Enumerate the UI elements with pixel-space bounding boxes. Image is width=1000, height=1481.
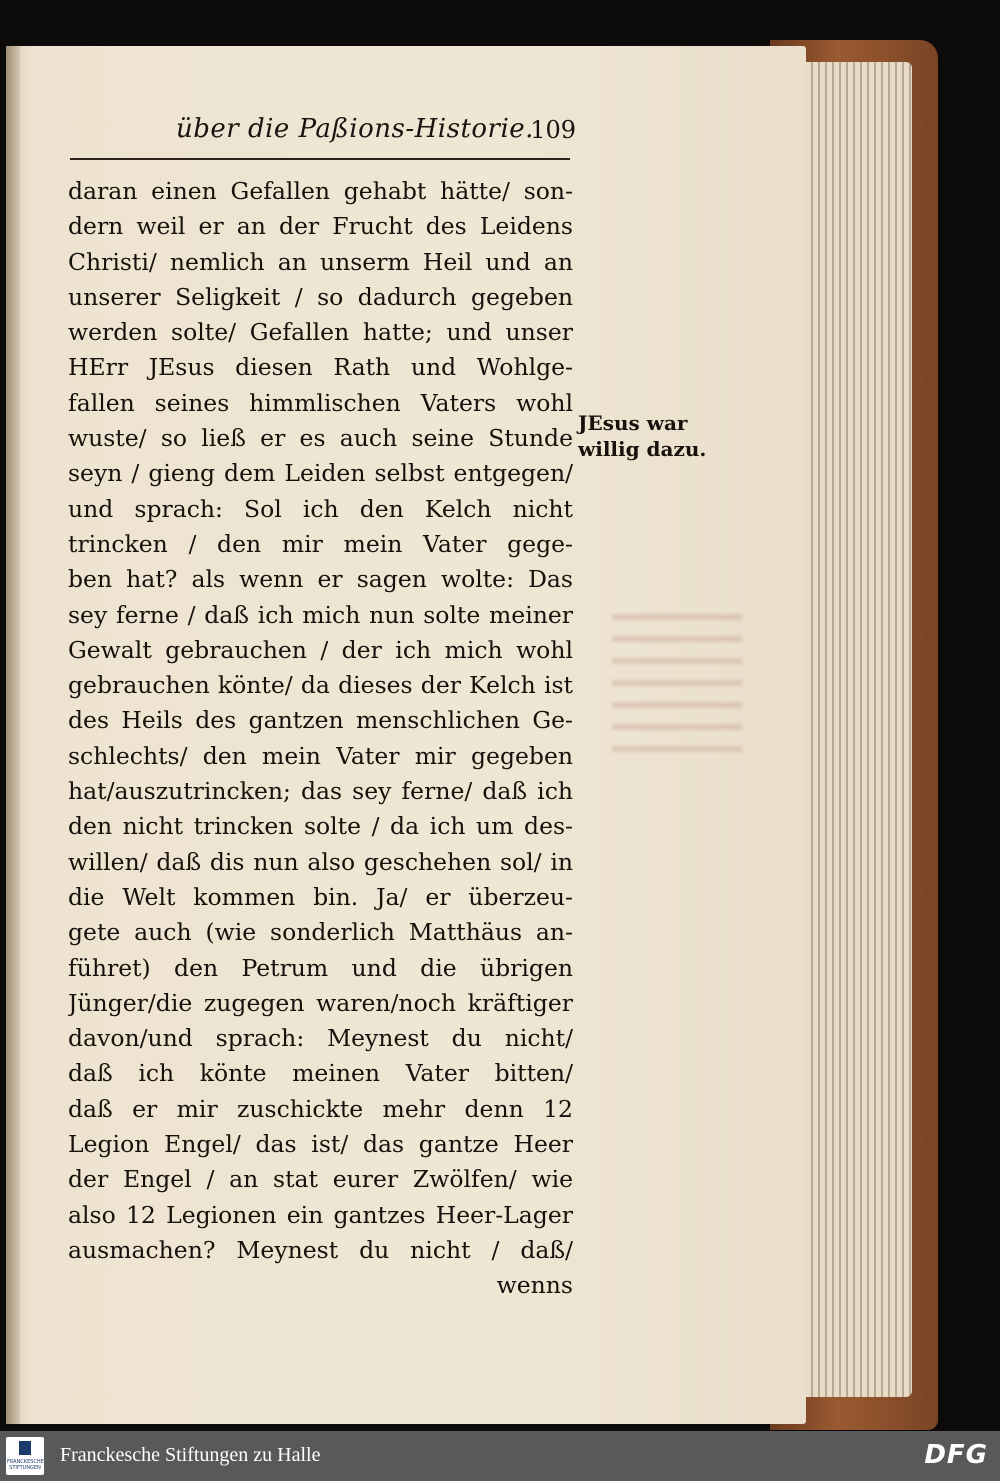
- institution-logo[interactable]: [6, 1437, 44, 1475]
- text-line: daran einen Gefallen gehabt hätte/ son-: [68, 177, 573, 205]
- page-gutter: [6, 46, 20, 1424]
- text-line: ausmachen? Meynest du nicht / daß/: [68, 1235, 573, 1264]
- running-head: [176, 112, 576, 152]
- text-line: führet) den Petrum und die übrigen: [68, 953, 573, 982]
- footer-bar: [0, 1431, 1000, 1481]
- marginal-note-line: willig dazu.: [578, 437, 707, 461]
- text-line: gebrauchen könte/ da dieses der Kelch ist: [68, 671, 573, 700]
- text-line: sey ferne / daß ich mich nun solte meiner: [68, 600, 573, 629]
- text-line: gete auch (wie sonderlich Matthäus an-: [68, 918, 573, 947]
- text-line: willen/ daß dis nun also geschehen sol/ in: [68, 847, 573, 876]
- text-line: Jünger/die zugegen waren/noch kräftiger: [68, 988, 573, 1017]
- ink-show-through: [612, 612, 742, 752]
- text-line: Christi/ nemlich an unserm Heil und an: [68, 247, 573, 276]
- text-line: also 12 Legionen ein gantzes Heer-Lager: [68, 1200, 573, 1229]
- text-line: daß er mir zuschickte mehr denn 12: [68, 1094, 573, 1123]
- text-line: werden solte/ Gefallen hatte; und unser: [68, 318, 573, 347]
- text-line: ben hat? als wenn er sagen wolte: Das: [68, 565, 573, 594]
- page-edges: [792, 62, 912, 1397]
- marginal-note: [578, 410, 718, 462]
- text-line: hat/auszutrincken; das sey ferne/ daß ich: [68, 777, 573, 806]
- text-line: HErr JEsus diesen Rath und Wohlge-: [68, 353, 573, 382]
- body-text: [68, 174, 573, 1304]
- text-line: wuste/ so ließ er es auch seine Stunde: [68, 424, 573, 453]
- logo-text: FRANCKESCHE STIFTUNGEN: [7, 1459, 44, 1471]
- building-icon: [19, 1441, 31, 1455]
- text-line: trincken / den mir mein Vater gege-: [68, 529, 573, 558]
- institution-name[interactable]: Franckesche Stiftungen zu Halle: [60, 1444, 321, 1466]
- text-line: unserer Seligkeit / so dadurch gegeben: [68, 282, 573, 311]
- text-line: Gewalt gebrauchen / der ich mich wohl: [68, 635, 573, 664]
- text-line: den nicht trincken solte / da ich um des-: [68, 812, 573, 841]
- marginal-note-line: JEsus war: [578, 411, 688, 435]
- page-number: 109: [530, 116, 576, 144]
- text-line: und sprach: Sol ich den Kelch nicht: [68, 494, 573, 523]
- text-line: wenns: [496, 1271, 573, 1300]
- text-line: des Heils des gantzen menschlichen Ge-: [68, 706, 573, 735]
- text-line: schlechts/ den mein Vater mir gegeben: [68, 741, 573, 770]
- text-line: Legion Engel/ das ist/ das gantze Heer: [68, 1130, 573, 1159]
- running-title: über die Paßions-Historie.: [176, 114, 534, 144]
- dfg-logo[interactable]: DFG: [924, 1440, 988, 1470]
- text-line: der Engel / an stat eurer Zwölfen/ wie: [68, 1165, 573, 1194]
- header-rule: [70, 158, 570, 160]
- text-line: seyn / gieng dem Leiden selbst entgegen/: [68, 459, 573, 488]
- text-line: die Welt kommen bin. Ja/ er überzeu-: [68, 882, 573, 911]
- text-line: dern weil er an der Frucht des Leidens: [68, 212, 573, 241]
- text-line: davon/und sprach: Meynest du nicht/: [68, 1024, 573, 1053]
- text-line: fallen seines himmlischen Vaters wohl: [68, 388, 573, 417]
- text-line: daß ich könte meinen Vater bitten/: [68, 1059, 573, 1088]
